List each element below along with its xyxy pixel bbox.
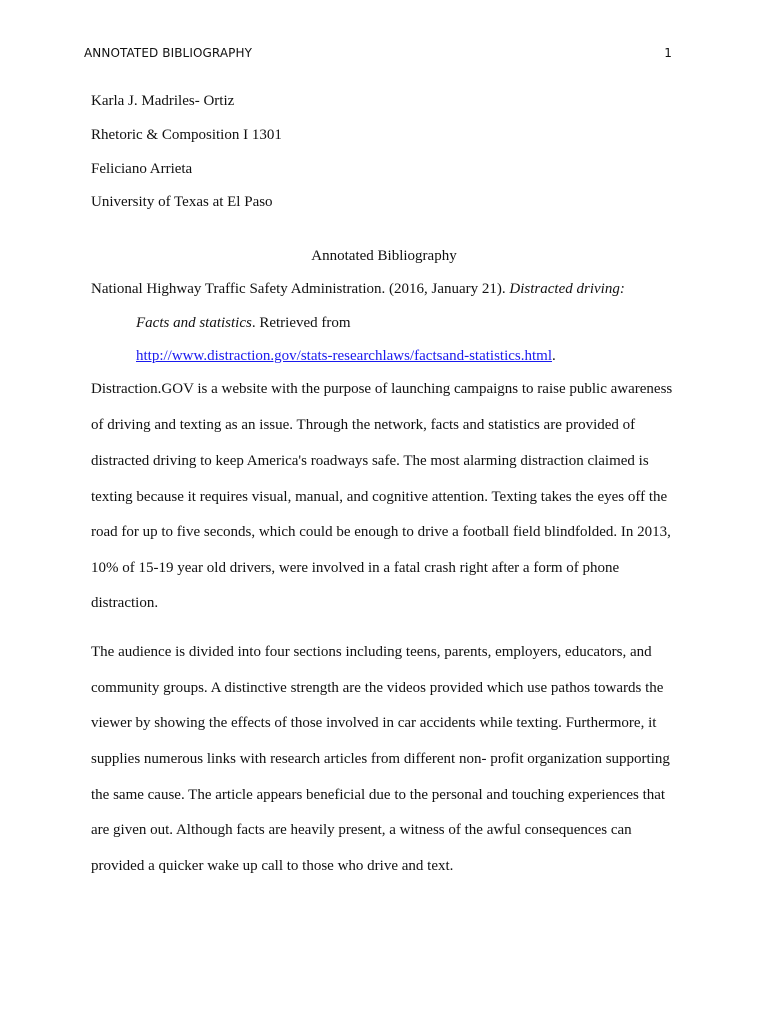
author-name: Karla J. Madriles- Ortiz [91, 93, 235, 109]
page-header [84, 46, 672, 64]
paragraph-2-line: community groups. A distinctive strength are the videos provided which use pathos towards the [91, 680, 664, 696]
paragraph-1-line: road for up to five seconds, which could be enough to drive a football field blindfolded. In 2013, [91, 524, 671, 540]
citation-retrieved: . Retrieved from [251, 315, 351, 331]
course-name: Rhetoric & Composition I 1301 [91, 127, 282, 143]
paragraph-2-line: provided a quicker wake up call to those who drive and text. [91, 858, 454, 874]
instructor-name: Feliciano Arrieta [91, 161, 193, 177]
citation-url-link[interactable]: http://www.distraction.gov/stats-researchlaws/factsand-statistics.html [136, 348, 553, 364]
running-head: ANNOTATED BIBLIOGRAPHY [84, 46, 253, 60]
paragraph-1-line: of driving and texting as an issue. Through the network, facts and statistics are provided of [91, 417, 636, 433]
citation-line-1 [91, 281, 625, 298]
paragraph-2-line: viewer by showing the effects of those involved in car accidents while texting. Furthermore, it [91, 715, 657, 731]
paragraph-2-line: are given out. Although facts are heavily present, a witness of the awful consequences can [91, 822, 632, 838]
paragraph-2-line: The audience is divided into four sections including teens, parents, employers, educators, and [91, 644, 652, 660]
paragraph-2-line: the same cause. The article appears beneficial due to the personal and touching experiences that [91, 787, 666, 803]
paragraph-1-line: distracted driving to keep America's roadways safe. The most alarming distraction claimed is [91, 453, 649, 469]
paragraph-1-line: Distraction.GOV is a website with the purpose of launching campaigns to raise public awareness [91, 381, 673, 397]
paragraph-1-line: texting because it requires visual, manual, and cognitive attention. Texting takes the eyes off the [91, 489, 668, 505]
citation-line-2 [136, 315, 351, 332]
paragraph-2-line: supplies numerous links with research articles from different non- profit organization supporting [91, 751, 670, 767]
citation-line-3 [136, 348, 556, 365]
institution-name: University of Texas at El Paso [91, 194, 273, 210]
paragraph-1-line: 10% of 15-19 year old drivers, were involved in a fatal crash right after a form of phone [91, 560, 620, 576]
citation-title-part1: Distracted driving: [509, 281, 625, 297]
citation-title-part2: Facts and statistics [136, 315, 252, 331]
citation-url-period: . [552, 348, 556, 364]
document-title: Annotated Bibliography [311, 248, 457, 264]
citation-author-date: National Highway Traffic Safety Administration. (2016, January 21). [91, 281, 510, 297]
paragraph-1-line: distraction. [91, 595, 159, 611]
page-number: 1 [664, 46, 672, 60]
